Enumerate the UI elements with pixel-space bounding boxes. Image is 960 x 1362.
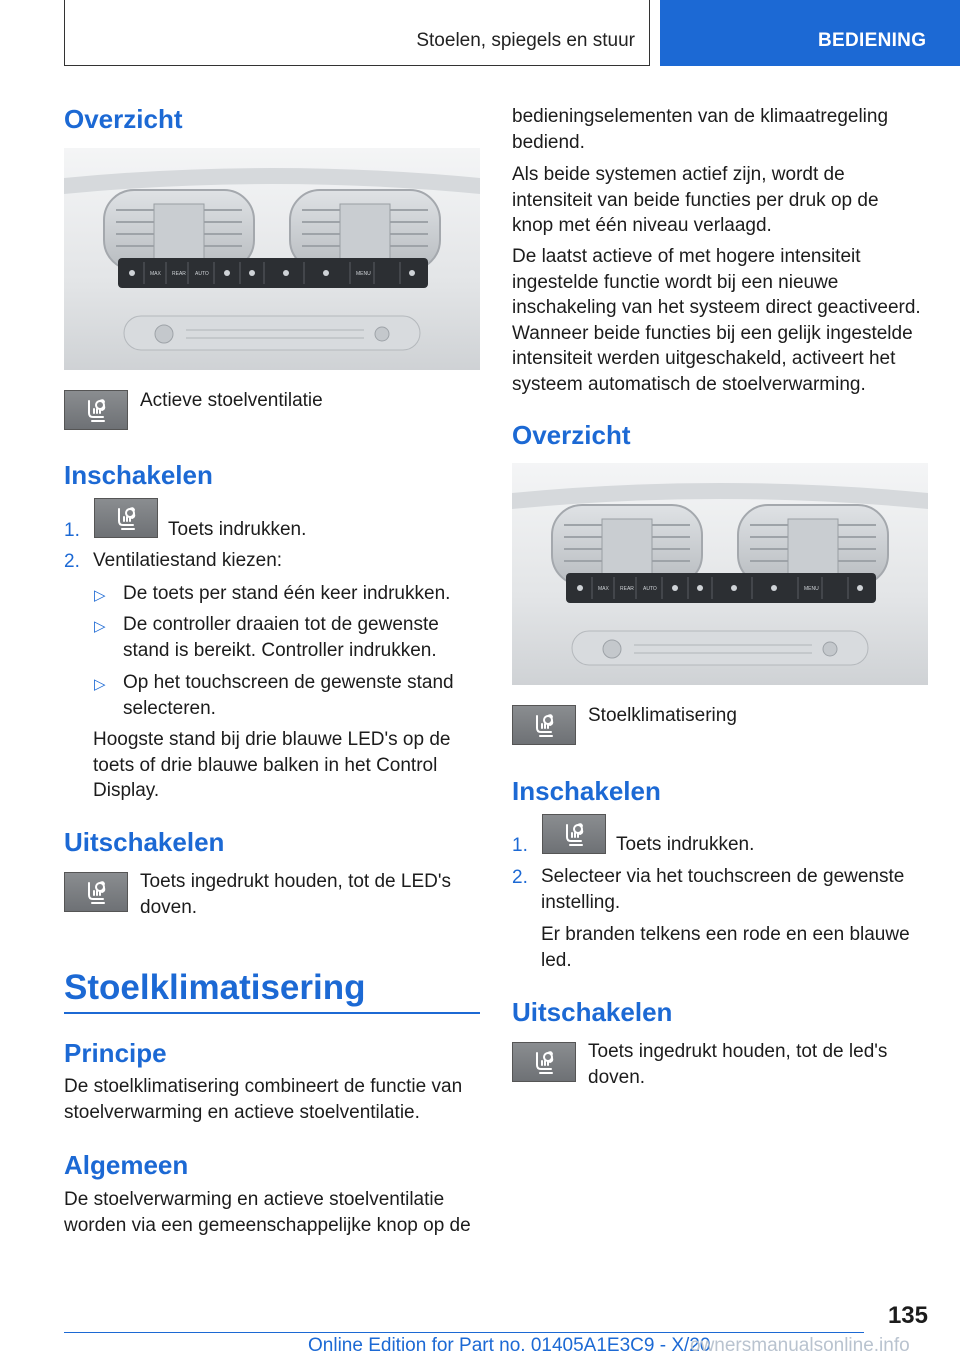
watermark: ownersmanualsonline.info <box>690 1335 910 1356</box>
heading-seat-climate: Stoelklimatisering <box>64 968 366 1007</box>
climate-panel-photo <box>64 148 480 370</box>
heading-principle: Principe <box>64 1038 167 1068</box>
seat-fan-icon <box>529 710 559 740</box>
climate-panel-illustration <box>512 463 928 685</box>
seat-ventilation-icon <box>64 390 128 430</box>
step-2-number: 2. <box>64 551 80 572</box>
step-1-number: 1. <box>64 520 80 541</box>
seat-fan-icon <box>559 819 589 849</box>
bullet-3-text: Op het touchscreen de gewenste stand selecteren. <box>123 672 454 719</box>
seat-fan-icon <box>529 1047 559 1077</box>
seat-button-icon-right <box>542 814 606 854</box>
paragraph-intensity: Als beide systemen actief zijn, wordt de intensiteit van beide functies per druk op de knop met één niveau verlaagd. <box>512 164 879 236</box>
seat-button-icon <box>94 498 158 538</box>
heading-switch-on-right: Inschakelen <box>512 776 661 806</box>
bullet-2-text: De controller draaien tot de gewenste stand is bereikt. Controller indrukken. <box>123 614 439 661</box>
footer-edition: Online Edition for Part no. 01405A1E3C9 - X/20 <box>308 1335 711 1356</box>
page-number: 135 <box>887 1302 928 1329</box>
panel-label-auto: AUTO <box>195 271 209 277</box>
climate-panel-illustration <box>64 148 480 370</box>
header-section-title: Stoelen, spiegels en stuur <box>416 30 635 51</box>
panel-label-menu: MENU <box>356 271 371 277</box>
bullet-1-text: De toets per stand één keer indrukken. <box>123 583 451 604</box>
climate-panel-photo-2 <box>512 463 928 685</box>
principle-text: De stoelklimatisering combineert de functie van stoelverwarming en actieve stoelventilatie. <box>64 1076 463 1123</box>
seat-climate-icon-off <box>512 1042 576 1082</box>
switch-off-text-right: Toets ingedrukt houden, tot de led's doven. <box>588 1041 888 1088</box>
step-2-number-right: 2. <box>512 867 528 888</box>
panel-label-max: MAX <box>150 271 161 277</box>
seat-climate-icon <box>512 705 576 745</box>
seat-fan-icon <box>81 395 111 425</box>
panel-label-auto: AUTO <box>643 586 657 592</box>
bullet-marker-2: ▷ <box>94 618 106 635</box>
heading-switch-on: Inschakelen <box>64 460 213 490</box>
heading-overview-right: Overzicht <box>512 420 631 450</box>
caption-active-ventilation: Actieve stoelventilatie <box>140 390 323 411</box>
section-rule <box>64 1012 480 1014</box>
seat-ventilation-icon-off <box>64 872 128 912</box>
step-2-text-right: Selecteer via het touchscreen de gewenste instelling. <box>541 866 905 913</box>
seat-fan-icon <box>111 503 141 533</box>
switch-off-text: Toets ingedrukt houden, tot de LED's doven. <box>140 871 451 918</box>
caption-seat-climate: Stoelklimatisering <box>588 705 737 726</box>
note-highest-level: Hoogste stand bij drie blauwe LED's op de toets of drie blauwe balken in het Control Display. <box>93 729 451 801</box>
step-2-text: Ventilatiestand kiezen: <box>93 550 283 571</box>
bullet-marker-3: ▷ <box>94 676 106 693</box>
heading-general: Algemeen <box>64 1150 189 1180</box>
continued-text: bedieningselementen van de klimaatregeling bediend. <box>512 106 889 153</box>
paragraph-last-active: De laatst actieve of met hogere intensiteit ingestelde functie wordt bij een nieuwe inschakeling van het systeem direct geactiveerd. Wanneer beide functies bij een gelijk ingestelde intensiteit werden uitgeschakeld, activeert het systeem automatisch de stoelverwarming. <box>512 246 921 395</box>
heading-switch-off: Uitschakelen <box>64 827 225 857</box>
step-1-number-right: 1. <box>512 835 528 856</box>
footer-rule <box>64 1332 864 1333</box>
panel-label-menu: MENU <box>804 586 819 592</box>
step-1-text-right: Toets indrukken. <box>616 834 755 855</box>
seat-fan-icon <box>81 877 111 907</box>
heading-overview: Overzicht <box>64 104 183 134</box>
panel-label-max: MAX <box>598 586 609 592</box>
header-section-box <box>64 0 650 66</box>
general-text: De stoelverwarming en actieve stoelventilatie worden via een gemeenschappelijke knop op de <box>64 1189 471 1236</box>
step-2-note-right: Er branden telkens een rode en een blauwe led. <box>541 924 910 971</box>
header-chapter-title: BEDIENING <box>818 30 927 51</box>
panel-label-rear: REAR <box>620 586 634 592</box>
panel-label-rear: REAR <box>172 271 186 277</box>
heading-switch-off-right: Uitschakelen <box>512 997 673 1027</box>
bullet-marker-1: ▷ <box>94 587 106 604</box>
header-chapter-tab <box>660 0 960 66</box>
step-1-text: Toets indrukken. <box>168 519 307 540</box>
